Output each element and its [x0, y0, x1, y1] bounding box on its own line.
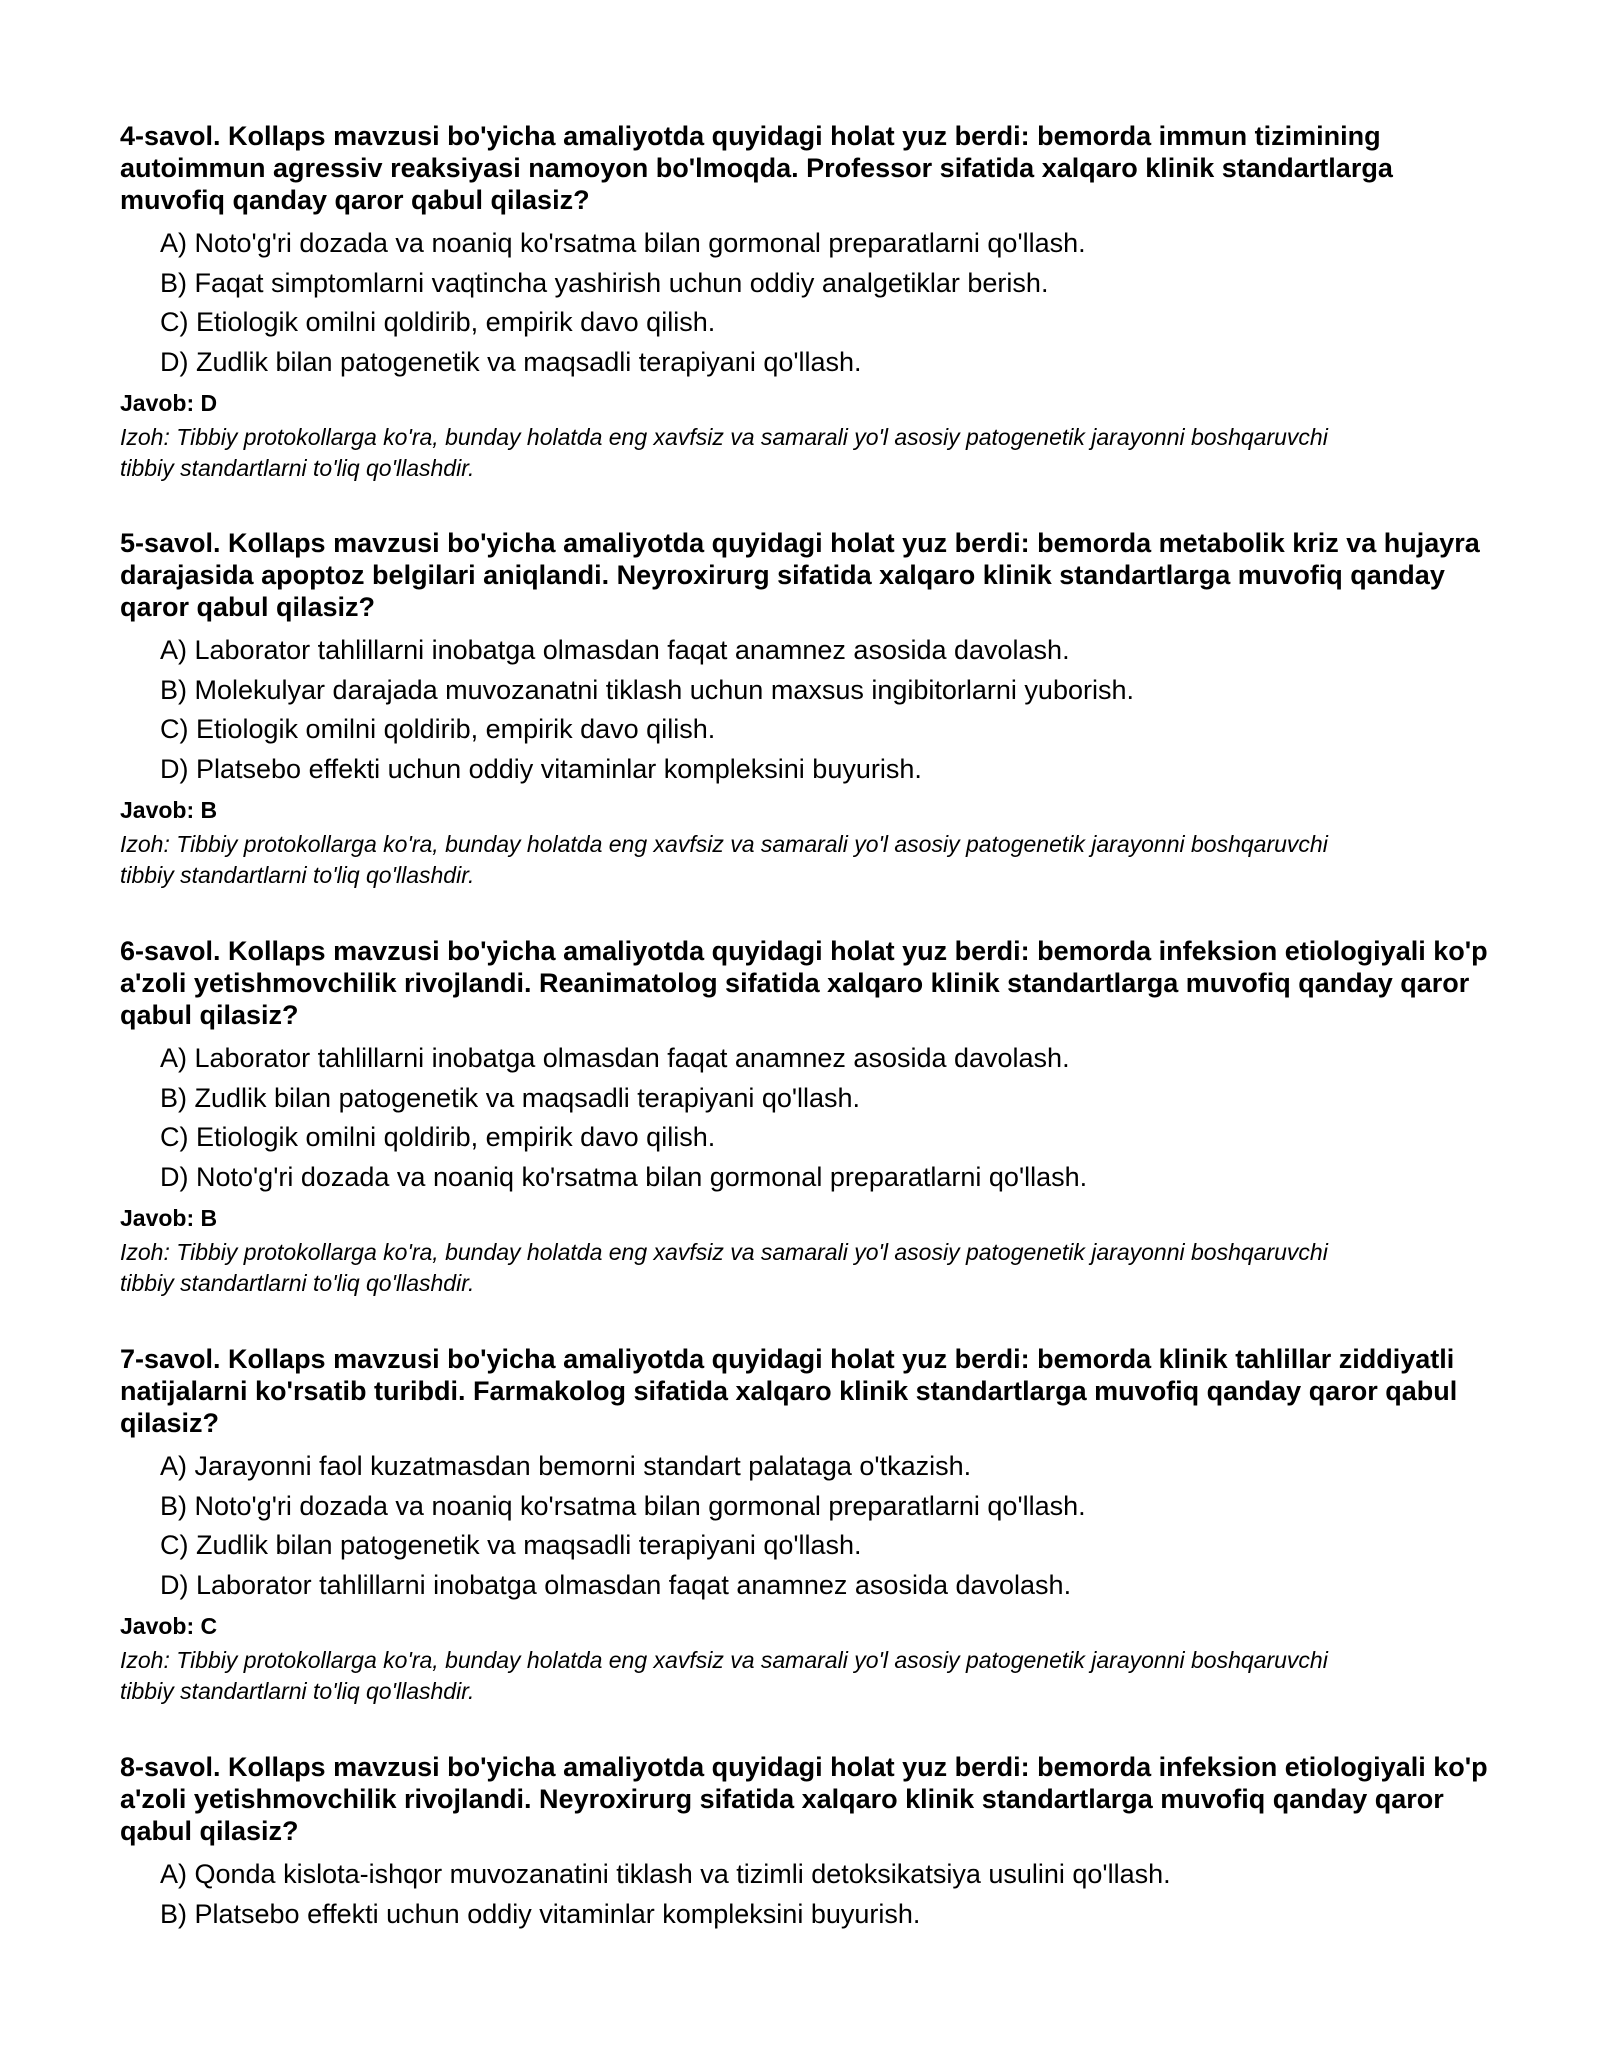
- option-d: D) Platsebo effekti uchun oddiy vitaminlar kompleksini buyurish.: [160, 753, 922, 784]
- answer-label: Javob: B: [120, 797, 218, 823]
- option-d: D) Zudlik bilan patogenetik va maqsadli terapiyani qo'llash.: [160, 346, 862, 377]
- explanation-text: Izoh: Tibbiy protokollarga ko'ra, bunday holatda eng xavfsiz va samarali yo'l asosiy patogenetik jarayonni boshqaruvchi tibbiy standartlarni to'liq qo'llashdir.: [120, 1647, 1328, 1704]
- question-block: [120, 935, 1500, 1299]
- option-b: B) Noto'g'ri dozada va noaniq ko'rsatma bilan gormonal preparatlarni qo'llash.: [160, 1490, 1086, 1521]
- question-block: [120, 1751, 1500, 1934]
- option-b: B) Faqat simptomlarni vaqtincha yashirish uchun oddiy analgetiklar berish.: [160, 267, 1049, 298]
- option-d: D) Laborator tahlillarni inobatga olmasdan faqat anamnez asosida davolash.: [160, 1569, 1072, 1600]
- explanation-text: Izoh: Tibbiy protokollarga ko'ra, bunday holatda eng xavfsiz va samarali yo'l asosiy patogenetik jarayonni boshqaruvchi tibbiy standartlarni to'liq qo'llashdir.: [120, 424, 1328, 481]
- option-c: C) Etiologik omilni qoldirib, empirik davo qilish.: [160, 307, 716, 337]
- question-title: 5-savol. Kollaps mavzusi bo'yicha amaliyotda quyidagi holat yuz berdi: bemorda metabolik kriz va hujayra darajasida apoptoz belgilari aniqlandi. Neyroxirurg sifatida xalqaro klinik standartlarga muvofiq qanday qaror qabul qilasiz?: [120, 528, 1480, 622]
- question-title: 7-savol. Kollaps mavzusi bo'yicha amaliyotda quyidagi holat yuz berdi: bemorda klinik tahlillar ziddiyatli natijalarni ko'rsatib turibdi. Farmakolog sifatida xalqaro klinik standartlarga muvofiq qanday qaror qabul qilasiz?: [120, 1344, 1458, 1438]
- option-a: A) Noto'g'ri dozada va noaniq ko'rsatma bilan gormonal preparatlarni qo'llash.: [160, 228, 1086, 258]
- question-block: [120, 527, 1500, 891]
- option-b: B) Zudlik bilan patogenetik va maqsadli terapiyani qo'llash.: [160, 1082, 861, 1113]
- explanation-text: Izoh: Tibbiy protokollarga ko'ra, bunday holatda eng xavfsiz va samarali yo'l asosiy patogenetik jarayonni boshqaruvchi tibbiy standartlarni to'liq qo'llashdir.: [120, 1239, 1328, 1296]
- answer-label: Javob: B: [120, 1205, 218, 1231]
- options-list: [120, 1855, 1500, 1934]
- options-list: [120, 631, 1500, 789]
- answer-label: Javob: C: [120, 1613, 218, 1639]
- options-list: [120, 1447, 1500, 1605]
- option-a: A) Qonda kislota-ishqor muvozanatini tiklash va tizimli detoksikatsiya usulini qo'llash.: [160, 1859, 1171, 1889]
- question-title: 4-savol. Kollaps mavzusi bo'yicha amaliyotda quyidagi holat yuz berdi: bemorda immun tizimining autoimmun agressiv reaksiyasi namoyon bo'lmoqda. Professor sifatida xalqaro klinik standartlarga muvofiq qanday qaror qabul qilasiz?: [120, 121, 1393, 215]
- answer-label: Javob: D: [120, 390, 218, 416]
- options-list: [120, 1039, 1500, 1197]
- option-c: C) Etiologik omilni qoldirib, empirik davo qilish.: [160, 1122, 716, 1152]
- question-block: [120, 120, 1500, 484]
- question-block: [120, 1343, 1500, 1707]
- option-a: A) Laborator tahlillarni inobatga olmasdan faqat anamnez asosida davolash.: [160, 1043, 1070, 1073]
- option-c: C) Zudlik bilan patogenetik va maqsadli terapiyani qo'llash.: [160, 1530, 862, 1560]
- options-list: [120, 224, 1500, 382]
- option-c: C) Etiologik omilni qoldirib, empirik davo qilish.: [160, 714, 716, 744]
- option-b: B) Platsebo effekti uchun oddiy vitaminlar kompleksini buyurish.: [160, 1898, 921, 1929]
- option-d: D) Noto'g'ri dozada va noaniq ko'rsatma bilan gormonal preparatlarni qo'llash.: [160, 1161, 1088, 1192]
- option-a: A) Laborator tahlillarni inobatga olmasdan faqat anamnez asosida davolash.: [160, 635, 1070, 665]
- explanation-text: Izoh: Tibbiy protokollarga ko'ra, bunday holatda eng xavfsiz va samarali yo'l asosiy patogenetik jarayonni boshqaruvchi tibbiy standartlarni to'liq qo'llashdir.: [120, 831, 1328, 888]
- question-title: 8-savol. Kollaps mavzusi bo'yicha amaliyotda quyidagi holat yuz berdi: bemorda infeksion etiologiyali ko'p a'zoli yetishmovchilik rivojlandi. Neyroxirurg sifatida xalqaro klinik standartlarga muvofiq qanday qaror qabul qilasiz?: [120, 1752, 1488, 1846]
- question-title: 6-savol. Kollaps mavzusi bo'yicha amaliyotda quyidagi holat yuz berdi: bemorda infeksion etiologiyali ko'p a'zoli yetishmovchilik rivojlandi. Reanimatolog sifatida xalqaro klinik standartlarga muvofiq qanday qaror qabul qilasiz?: [120, 936, 1488, 1030]
- option-b: B) Molekulyar darajada muvozanatni tiklash uchun maxsus ingibitorlarni yuborish.: [160, 674, 1134, 705]
- option-a: A) Jarayonni faol kuzatmasdan bemorni standart palataga o'tkazish.: [160, 1451, 972, 1481]
